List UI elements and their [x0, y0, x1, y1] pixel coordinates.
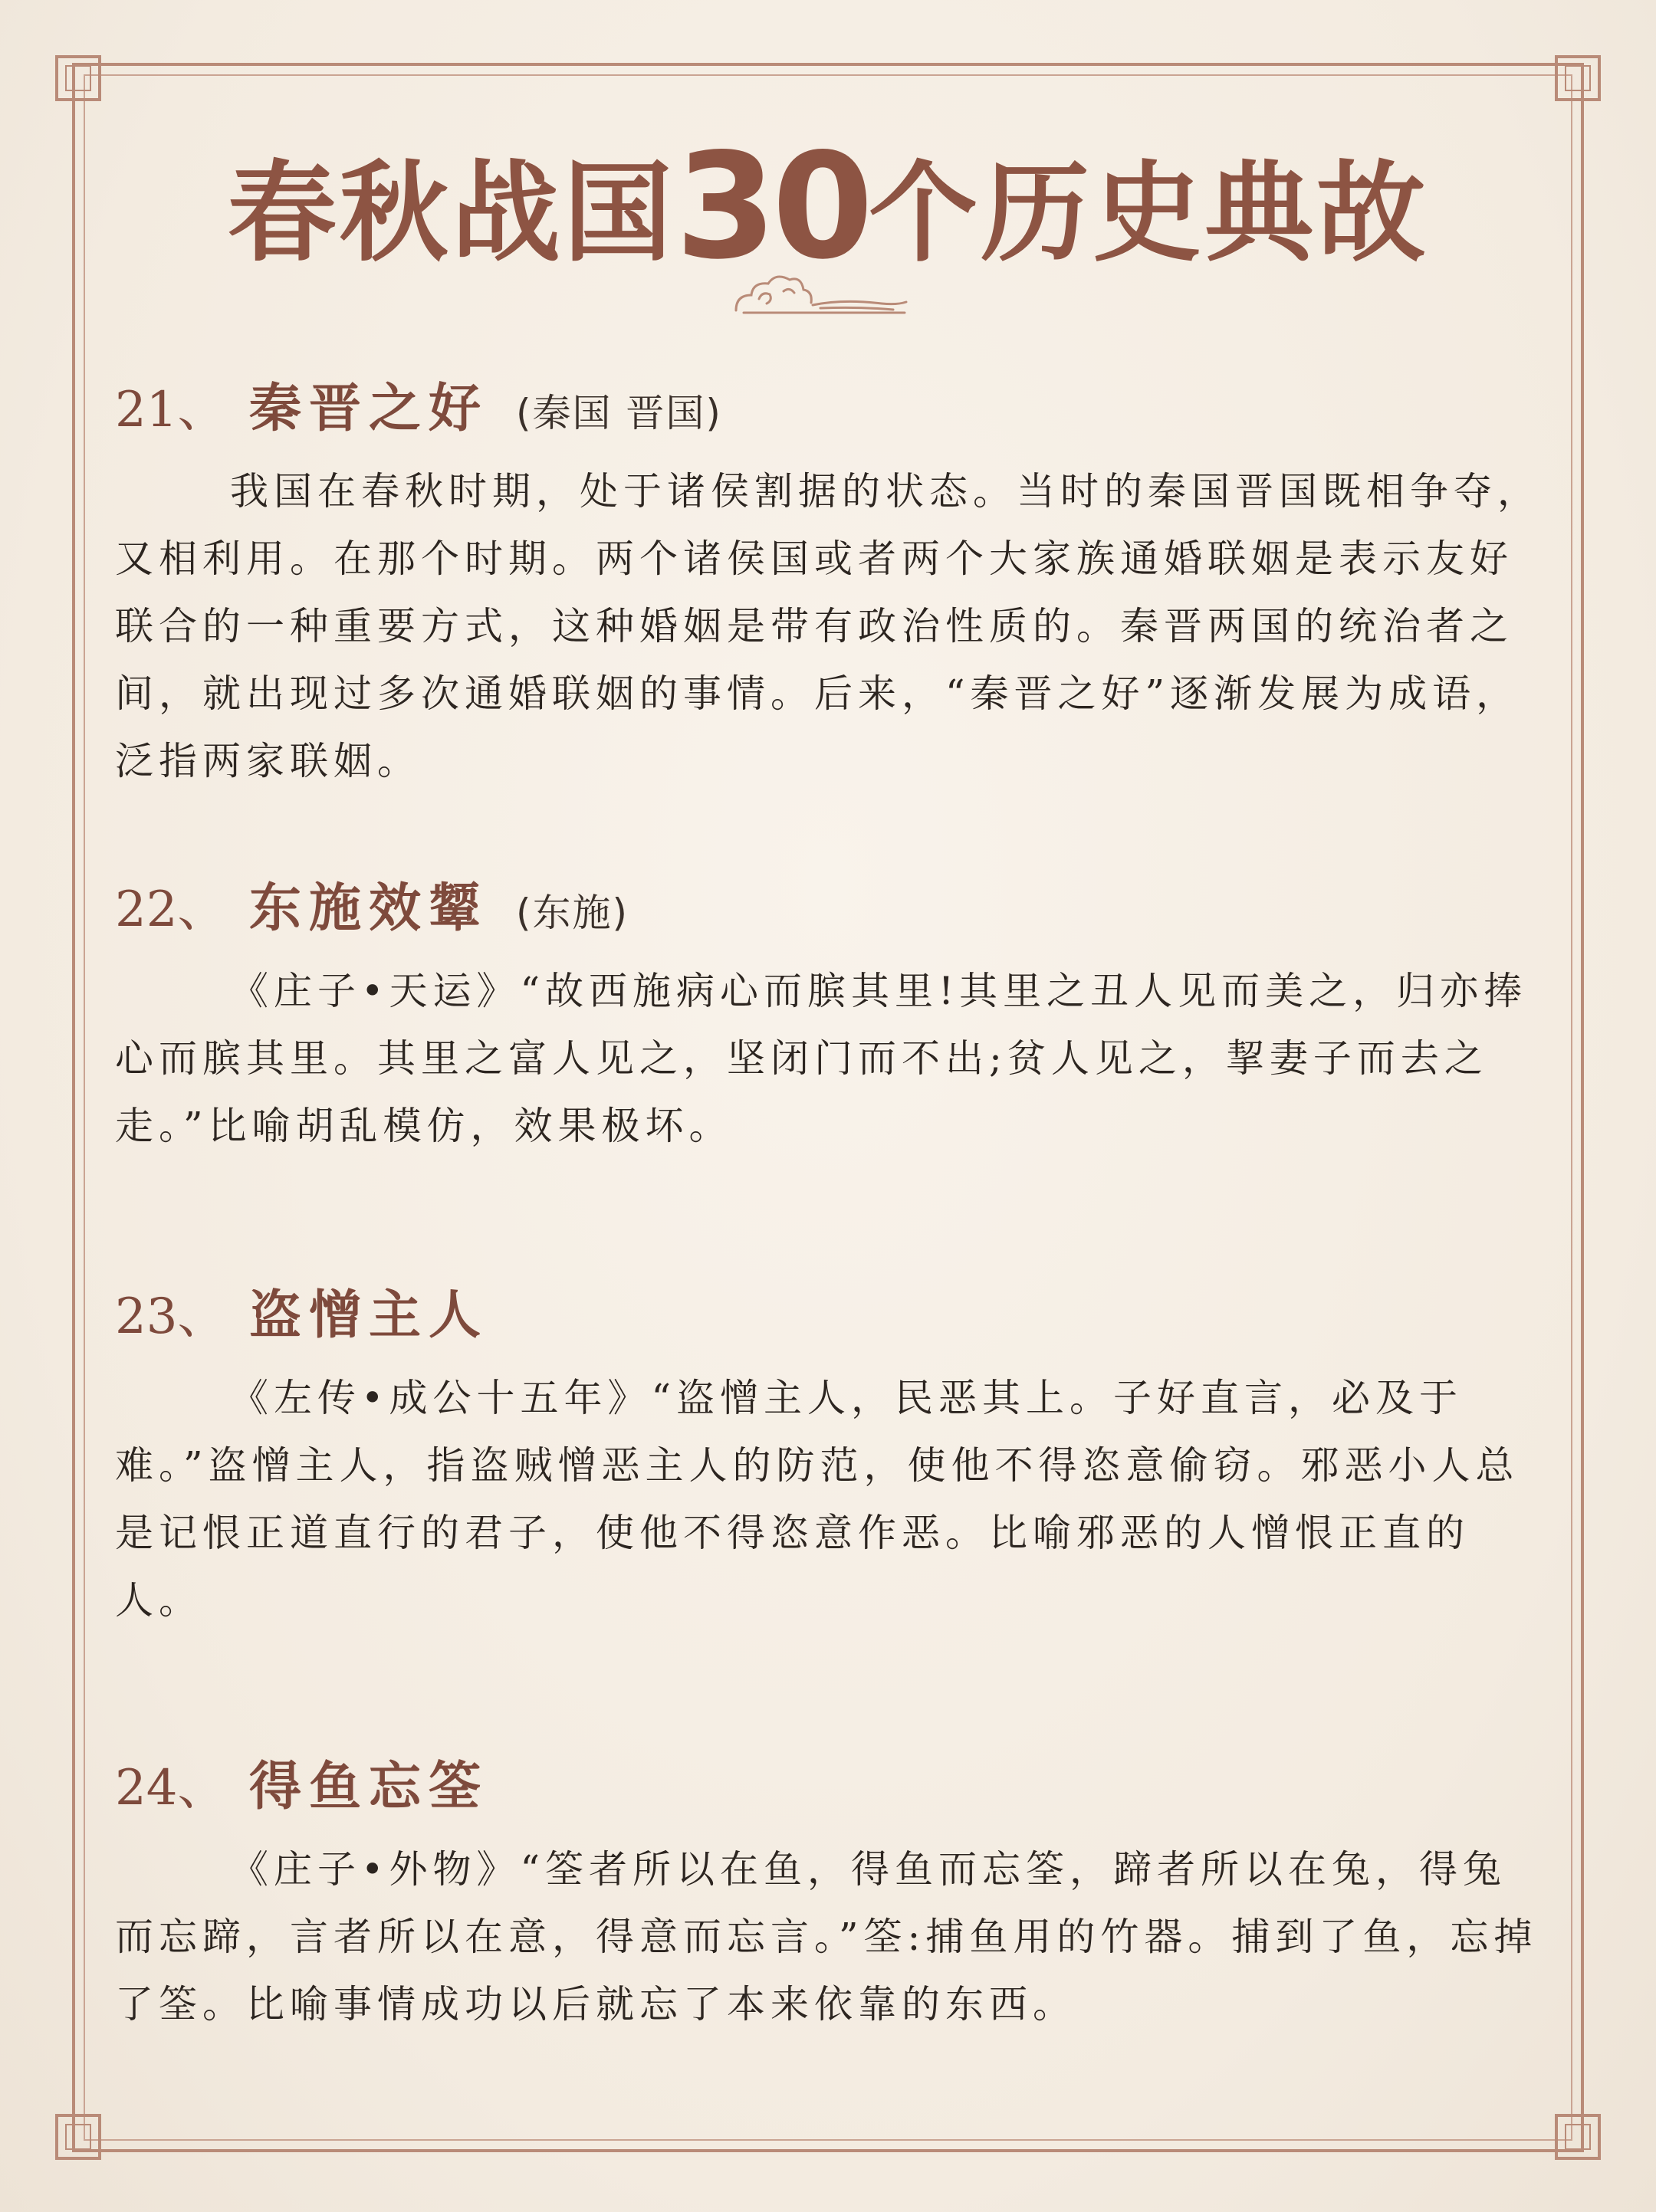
- section-body: 《左传•成公十五年》“盗憎主人，民恶其上。子好直言，必及于难。”盗憎主人，指盗贼憎恶主人的防范，使他不得恣意偷窃。邪恶小人总是记恨正道直行的君子，使他不得恣意作恶。比喻邪恶的人憎恨正直的人。: [115, 1376, 1520, 1623]
- section-number: 22、: [115, 881, 227, 938]
- section-number: 23、: [115, 1288, 227, 1345]
- section-name: 盗憎主人: [249, 1285, 489, 1346]
- section-heading: [115, 870, 1541, 947]
- story-section-24: [115, 1748, 1541, 2038]
- section-number: 21、: [115, 382, 227, 438]
- section-heading: [115, 370, 1541, 447]
- section-body: 《庄子•外物》“筌者所以在鱼，得鱼而忘筌，蹄者所以在兔，得兔而忘蹄，言者所以在意，得意而忘言。”筌:捕鱼用的竹器。捕到了鱼，忘掉了筌。比喻事情成功以后就忘了本来依靠的东西。: [115, 1847, 1538, 2027]
- section-body: 《庄子•天运》“故西施病心而膑其里!其里之丑人见而美之，归亦捧心而膑其里。其里之富人见之，坚闭门而不出;贫人见之，挈妻子而去之走。”比喻胡乱模仿，效果极坏。: [115, 969, 1528, 1148]
- section-note: (东施): [516, 891, 629, 935]
- title-text-before: 春秋战国: [227, 149, 675, 277]
- title-text-after: 个历史典故: [869, 149, 1429, 277]
- section-number: 24、: [115, 1760, 227, 1817]
- title-number: 30: [675, 122, 869, 291]
- section-heading: [115, 1277, 1541, 1354]
- section-note: (秦国 晋国): [516, 391, 722, 435]
- section-name: 秦晋之好: [249, 378, 489, 439]
- story-section-21: [115, 370, 1541, 795]
- story-section-23: [115, 1277, 1541, 1634]
- section-heading: [115, 1748, 1541, 1825]
- section-body: 我国在春秋时期，处于诸侯割据的状态。当时的秦国晋国既相争夺，又相利用。在那个时期。两个诸侯国或者两个大家族通婚联姻是表示友好联合的一种重要方式，这种婚姻是带有政治性质的。秦晋两国的统治者之间，就出现过多次通婚联姻的事情。后来，“秦晋之好”逐渐发展为成语，泛指两家联姻。: [115, 469, 1541, 783]
- story-section-22: [115, 870, 1541, 1160]
- cloud-ornament-icon: [728, 268, 912, 322]
- section-name: 东施效颦: [249, 878, 489, 939]
- page-title: [0, 122, 1656, 291]
- section-name: 得鱼忘筌: [249, 1756, 489, 1817]
